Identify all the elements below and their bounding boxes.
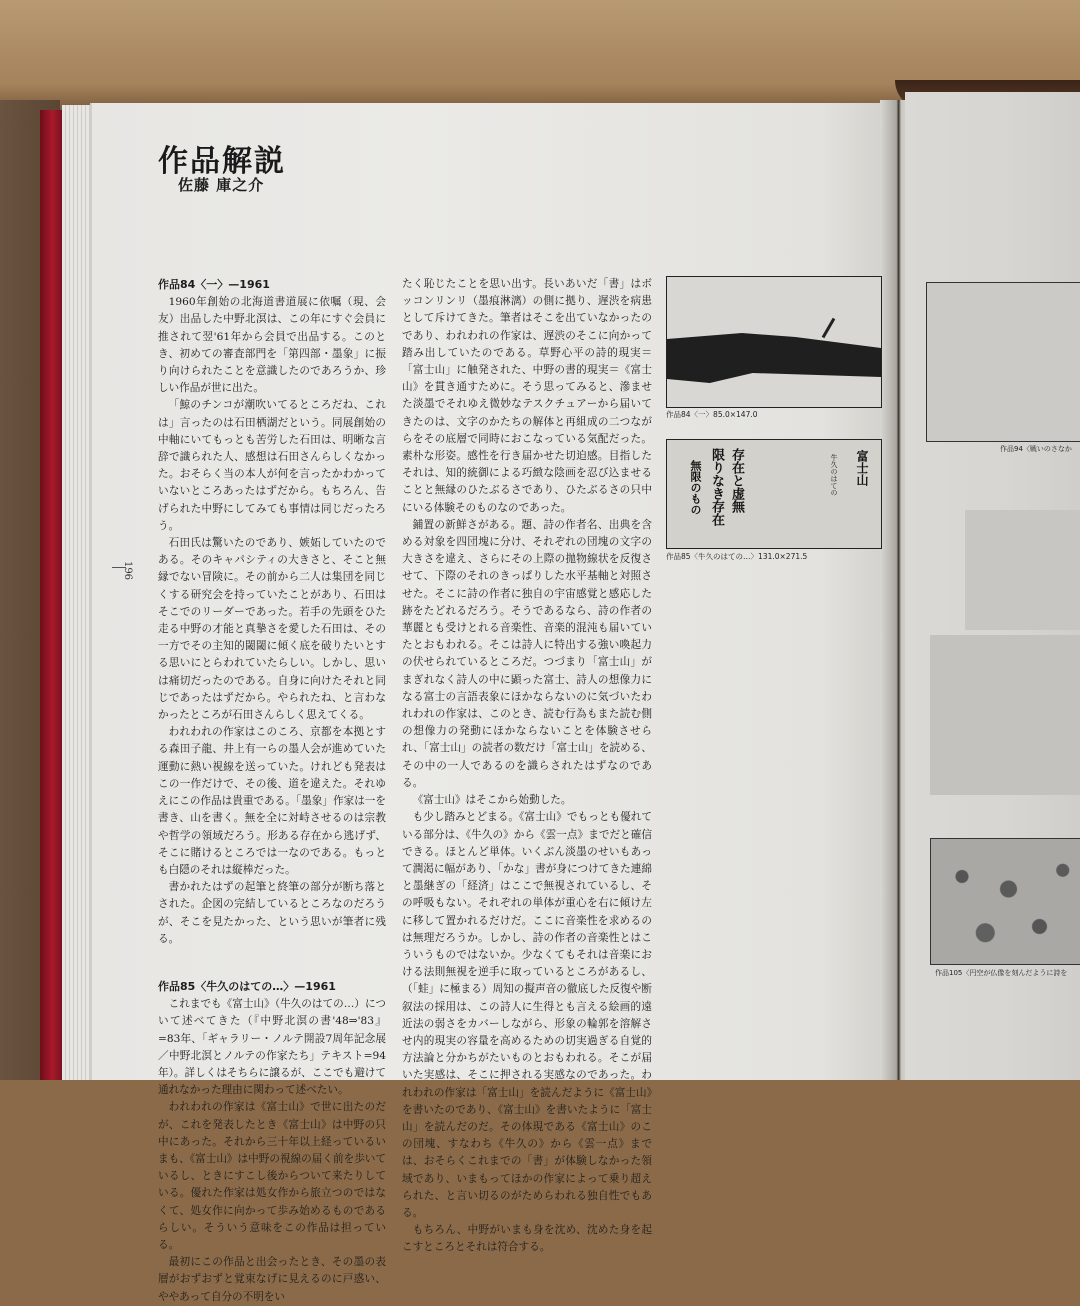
calligraphy-poem: 牛久のはての [830,454,838,496]
paragraph: 「鯨のチンコが潮吹いてるところだね、これは」言ったのは石田栖湖だという。同展創始の中軸にいてもっとも苦労した石田は、明晰な言辞で識られた人、感想は石田さんらしくなかった。おそらく当の本人が何を言ったかわかっていないところあったはずだから。もちろん、告げられた中野にしてみても事情は同じだったろう。 [158,399,386,532]
artwork-85-caption: 作品85〈牛久のはての…〉131.0×271.5 [666,552,808,561]
ink-stroke [667,333,881,383]
section-title: 作品解説 [158,144,286,179]
work-85-heading: 作品85〈牛久のはての…〉—1961 [158,979,336,993]
paragraph: 1960年創始の北海道書道展に依嘱（現、会友）出品した中野北溟は、この年にすぐ会員に推されて翌'61年から会員で出品する。このとき、初めての審査部門を「第四部・墨象」に振り向けられたことを意識したのであろうか、珍しい作品が世に出た。 [158,296,386,395]
calligraphy-title: 富士山 [855,450,869,486]
artwork-94-caption: 作品94〈戦いのさなか [1000,445,1072,453]
right-page-shadow [965,510,1080,630]
paragraph: これまでも《富士山》（牛久のはての…）について述べてきた（『中野北溟の書'48⇒'83』=83年、「ギャラリー・ノルテ開設7周年記念展／中野北溟とノルテの作家たち」テキスト=94年）。詳しくはそちらに譲るが、ここでも避けて通れなかった理由に関わって述べたい。 [158,998,386,1097]
paragraph: われわれの作家は《富士山》で世に出たのだが、これを発表したとき《富士山》は中野の只中にあった。それから三十年以上経っているいまも、《富士山》は中野の視線の届く前を歩いているし、ときにすこし後からついて来たりしている。優れた作家は処女作から旅立つのではなくて、処女作に向かって歩み始めるものであるらしい。そういう意味をこの作品は担っている。 [158,1101,386,1251]
paragraph: 書かれたはずの起筆と終筆の部分が断ち落とされた。企図の完結しているところなのだろうが、そこを見たかった、という思いが筆者に残る。 [158,881,386,945]
paragraph: われわれの作家はこのころ、京都を本拠とする森田子龍、井上有一らの墨人会が進めていた運動に熱い視線を送っていた。けれども発表はこの一作だけで、その後、道を違えた。それゆえにこの作品は貴重である。「墨象」作家は一を書き、山を書く。無を全に対峙させるのは宗教や哲学の領域だろう。形ある存在から逃げず、そこに賭けるところでは一なのである。もっとも白隠のそれは縦棒だった。 [158,726,386,876]
paragraph: 最初にこの作品と出会ったとき、その墨の表層がおずおずと覚束なげに見えるのに戸惑い、ややあって自分の不明をい [158,1256,386,1303]
paragraph: もちろん、中野がいまも身を沈め、沈めた身を起こすところとそれは符合する。 [402,1224,652,1254]
book-cover-edge [40,110,62,1080]
artwork-105-caption: 作品105〈円空が仏像を刻んだように詩を [935,969,1068,977]
text-column-1 [158,276,386,1306]
paragraph: たく恥じたことを思い出す。長いあいだ「書」はボッコンリンリ（墨痕淋漓）の側に拠り、遅渋を病患として斥けてきた。筆者はそこを出ていなかったのであり、われわれの作家は、遅渋のそこに向かって踏み出していたのである。草野心平の詩的現実＝「富士山」に触発された、中野の書的現実＝《富士山》を貫き通すために。そう思ってみると、滲ませた淡墨でそれゆえ微妙なテスクチュアーから届いてきたのは、文字のかたちの解体と再組成の二つながらをその底層で同時におこなっている気配だった。素朴な形姿。感性を行き届かせた切迫感。目指したそれは、知的統御による巧緻な陰画を忍び込ませることと無縁のひたぶるさであり、ひたぶるさの只中にいる体験そのものなのであった。 [402,278,652,514]
paragraph: 《富士山》はそこから始動した。 [412,794,572,807]
right-page-shadow [930,635,1080,795]
artwork-84-image [666,276,882,408]
ink-flick [822,318,836,339]
artwork-84-caption: 作品84〈一〉85.0×147.0 [666,410,758,419]
page-number: 196 [122,560,134,581]
paragraph: 鋪置の新鮮さがある。題、詩の作者名、出典を含める対象を四団塊に分け、それぞれの団塊の文字の大きさを違え、さらにその上際の拋物線状を反復させて、下際のそれのきっぱりした水平基軸と対照させた。そこに詩の作者に独自の宇宙感覚と感応した跡をたどれるだろう。そうであるなら、詩の作者の華麗とも受けとれる音楽性、音楽的混沌も届いていたとおもわれる。そこは詩人に特出する強い喚起力の伏せられているところだ。つづまり「富士山」がまぎれなく詩人の中に顕った富士、詩人の想像力になる富士の言語表象にほかならないのに気づいたわれわれの作家は、このとき、読む行為もまた読む側の想像力の発動にほかならないことを体験させられ、「富士山」の読者の数だけ「富士山」を読める、その中の一人であるのを識らされたはずなのである。 [402,518,652,789]
page-stack-edges [62,105,92,1080]
work-84-heading: 作品84〈一〉—1961 [158,278,270,291]
artwork-85-image [666,439,882,549]
calligraphy-line: 無限のもの [689,460,702,515]
author-name: 佐藤 庫之介 [178,176,265,194]
text-column-2 [402,276,652,1257]
paragraph: も少し踏みとどまる。《富士山》でもっとも優れている部分は、《牛久の》から《雲一点》までだと確信できる。ほとんど単体。いくぶん淡墨のせいもあって潤渇に幅があり、「かな」書が身につけてきた連綿と墨継ぎの「経済」はここで無視されているし、その呼吸もない。それぞれの単体が重心を右に傾け左に移して置かれるだけだ。ここに音楽性を求めるのは無理だろうか。しかし、詩の作者の音楽性とはこういうものではないか。少なくてもそれは音楽における法則無視を逆手に取っているところがあるし、（「蛙」に極まる）周知の擬声音の徹底した反復や断叙法の採用は、この詩人に生得とも言える絵画的遠近法の弱さをカバーしながら、形象の輪郭を溶解させ内的現実の容量を高めるための切実過ぎる自覚的方法論と分かちがたいものとおもわれる。そこが届いた実感は、そこに押される実感なのであった。われわれの作家は「富士山」を読んだように《富士山》を書いたのであり、《富士山》を書いたように「富士山」を読んだのだ。その体現である《富士山》のこの団塊、すなわち《牛久の》から《雲一点》までは、おそらくこれまでの「書」が体験しなかった領域であり、いまもってほかの作家によって乗り超えられた、と言い切るのがためらわれる独自性でもある。 [402,811,652,1219]
calligraphy-line: 存在と虚無 [729,448,744,513]
calligraphy-line: 限りなき存在 [709,448,724,526]
artwork-94-image [926,282,1080,442]
artwork-105-image [930,838,1080,965]
paragraph: 石田氏は驚いたのであり、嫉妬していたのである。そのキャパシティの大きさと、そこと無縁でない冒険に。その前から二人は集団を同じくする研究会を持っていたことがあり、石田はそこでのリーダーであった。若手の先頭をひた走る中野の才能と真摯さを愛した石田は、その一方でその主知的閾閾に傾く底を破りたいとする思いにとらわれていたらしい。しかし、思いは痛切だったのである。自身に向けたそれと同じであったはずだから。やられたね、と言わなかったところが石田さんらしく思えてくる。 [158,537,386,722]
